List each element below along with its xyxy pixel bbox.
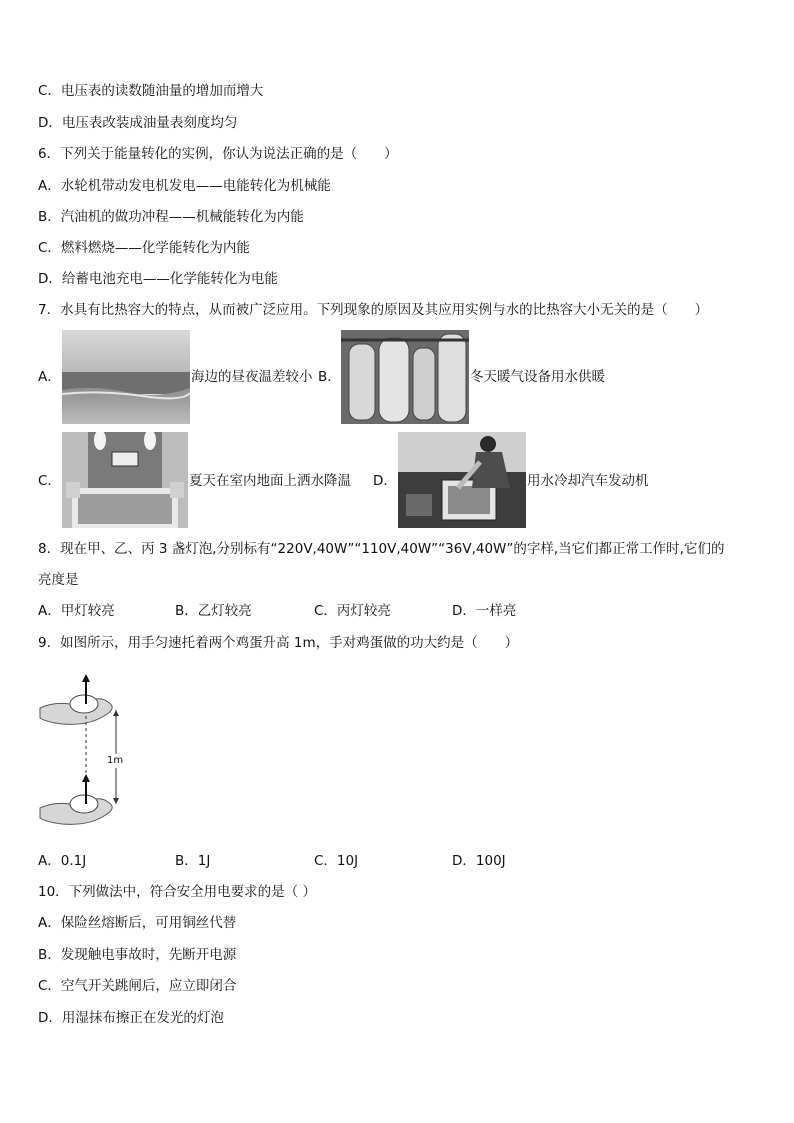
q7-option-b-text: 冬天暖气设备用水供暖 (470, 369, 605, 385)
q8-option-b: B．乙灯较亮 (175, 603, 252, 619)
question-7: 7．水具有比热容大的特点，从而被广泛应用。下列现象的原因及其应用实例与水的比热容大小无关的是（ ） (38, 302, 709, 318)
q5-option-c: C．电压表的读数随油量的增加而增大 (38, 83, 264, 99)
q7-option-d-text: 用水冷却汽车发动机 (527, 473, 649, 489)
q8-option-d: D．一样亮 (452, 603, 517, 619)
boiler-tanks-photo (341, 330, 469, 424)
q6-option-b: B．汽油机的做功冲程——机械能转化为内能 (38, 209, 304, 225)
q7-option-a-label: A． (38, 369, 61, 385)
q10-option-d: D．用湿抹布擦正在发光的灯泡 (38, 1010, 224, 1026)
height-label: 1m (107, 755, 124, 766)
q8-option-c: C．丙灯较亮 (314, 603, 391, 619)
q7-option-c-label: C． (38, 473, 61, 489)
question-10: 10．下列做法中，符合安全用电要求的是（ ） (38, 884, 316, 900)
bedroom-photo (62, 432, 188, 528)
q9-option-d: D．100J (452, 853, 506, 869)
q8-option-a: A．甲灯较亮 (38, 603, 115, 619)
q10-option-a: A．保险丝熔断后，可用铜丝代替 (38, 915, 237, 931)
q9-option-b: B．1J (175, 853, 211, 869)
q6-option-c: C．燃料燃烧——化学能转化为内能 (38, 240, 250, 256)
q7-option-a-text: 海边的昼夜温差较小 (191, 369, 313, 385)
q5-option-d: D．电压表改装成油量表刻度均匀 (38, 115, 238, 131)
q7-option-c-text: 夏天在室内地面上洒水降温 (189, 473, 351, 489)
q7-option-d-label: D． (373, 473, 397, 489)
q9-option-a: A．0.1J (38, 853, 87, 869)
q10-option-b: B．发现触电事故时，先断开电源 (38, 947, 237, 963)
egg-lift-figure (38, 672, 134, 840)
question-8-continued: 亮度是 (38, 572, 79, 588)
question-8: 8．现在甲、乙、丙 3 盏灯泡,分别标有“220V,40W”“110V,40W”“36V,40W”的字样,当它们都正常工作时,它们的 (38, 541, 725, 557)
q7-option-b-label: B． (318, 369, 341, 385)
q6-option-a: A．水轮机带动发电机发电——电能转化为机械能 (38, 178, 331, 194)
beach-photo (62, 330, 190, 424)
q6-option-d: D．给蓄电池充电——化学能转化为电能 (38, 271, 278, 287)
q9-option-c: C．10J (314, 853, 359, 869)
question-9: 9．如图所示，用手匀速托着两个鸡蛋升高 1m，手对鸡蛋做的功大约是（ ） (38, 635, 519, 651)
car-engine-photo (398, 432, 526, 528)
question-6: 6．下列关于能量转化的实例，你认为说法正确的是（ ） (38, 146, 398, 162)
q10-option-c: C．空气开关跳闸后，应立即闭合 (38, 978, 237, 994)
